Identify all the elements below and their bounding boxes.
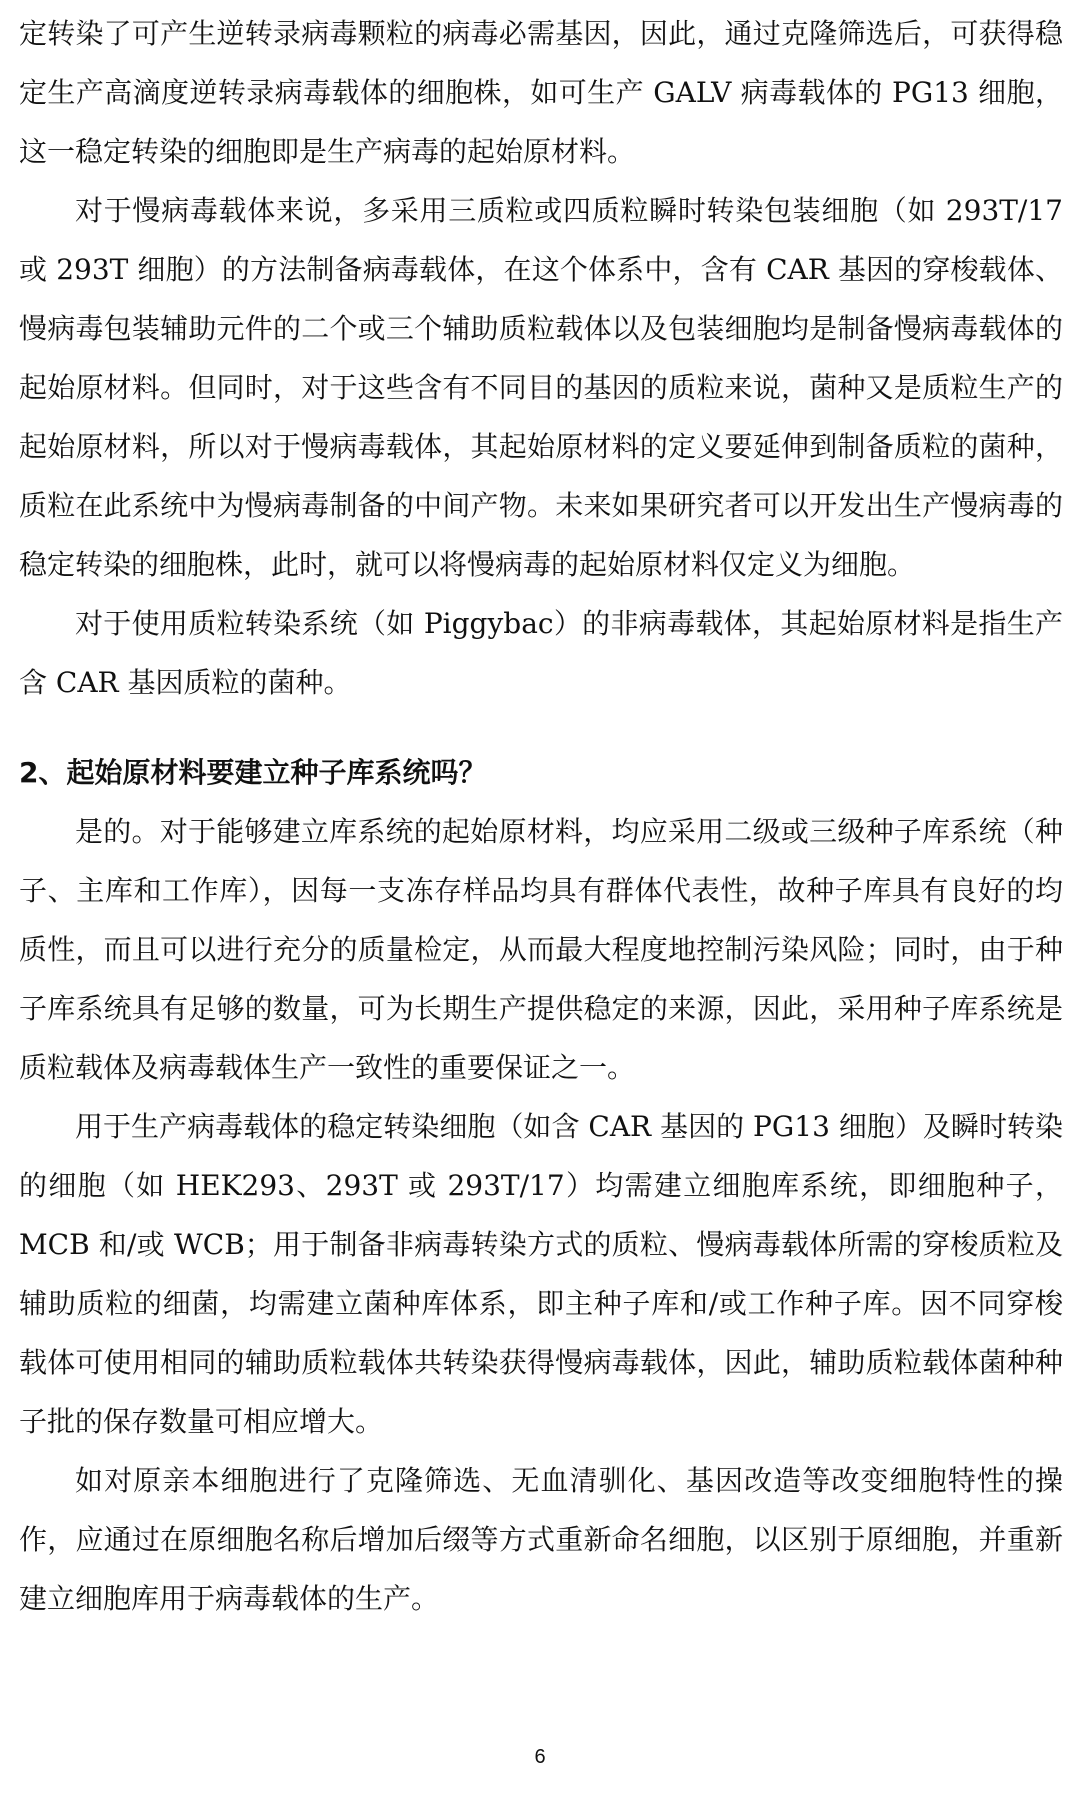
paragraph-cell-bank-system: 用于生产病毒载体的稳定转染细胞（如含 CAR 基因的 PG13 细胞）及瞬时转染的细胞（如 HEK293、293T 或 293T/17）均需建立细胞库系统，即细胞种子，MCB 和/或 WCB；用于制备非病毒转染方式的质粒、慢病毒载体所需的穿梭质粒及辅助质粒的细菌，均需建立菌种库体系，即主种子库和/或工作种子库。因不同穿梭载体可使用相同的辅助质粒载体共转染获得慢病毒载体，因此，辅助质粒载体菌种种子批的保存数量可相应增大。 [19, 1110, 1063, 1438]
paragraph-cell-renaming: 如对原亲本细胞进行了克隆筛选、无血清驯化、基因改造等改变细胞特性的操作，应通过在原细胞名称后增加后缀等方式重新命名细胞，以区别于原细胞，并重新建立细胞库用于病毒载体的生产。 [19, 1464, 1063, 1615]
document-body [19, 0, 1063, 1628]
paragraph-lentivirus-vectors: 对于慢病毒载体来说，多采用三质粒或四质粒瞬时转染包装细胞（如 293T/17 或 293T 细胞）的方法制备病毒载体，在这个体系中，含有 CAR 基因的穿梭载体、慢病毒包装辅助元件的二个或三个辅助质粒载体以及包装细胞均是制备慢病毒载体的起始原材料。但同时，对于这些含有不同目的基因的质粒来说，菌种又是质粒生产的起始原材料，所以对于慢病毒载体，其起始原材料的定义要延伸到制备质粒的菌种，质粒在此系统中为慢病毒制备的中间产物。未来如果研究者可以开发出生产慢病毒的稳定转染的细胞株，此时，就可以将慢病毒的起始原材料仅定义为细胞。 [19, 194, 1063, 581]
paragraph-continued: 定转染了可产生逆转录病毒颗粒的病毒必需基因，因此，通过克隆筛选后，可获得稳定生产高滴度逆转录病毒载体的细胞株，如可生产 GALV 病毒载体的 PG13 细胞，这一稳定转染的细胞即是生产病毒的起始原材料。 [19, 17, 1063, 168]
paragraph-non-viral-vectors: 对于使用质粒转染系统（如 Piggybac）的非病毒载体，其起始原材料是指生产含 CAR 基因质粒的菌种。 [19, 607, 1063, 699]
page-number: 6 [534, 1746, 546, 1768]
section-heading: 2、起始原材料要建立种子库系统吗？ [19, 756, 487, 789]
paragraph-seed-bank-answer: 是的。对于能够建立库系统的起始原材料，均应采用二级或三级种子库系统（种子、主库和工作库），因每一支冻存样品均具有群体代表性，故种子库具有良好的均质性，而且可以进行充分的质量检定，从而最大程度地控制污染风险；同时，由于种子库系统具有足够的数量，可为长期生产提供稳定的来源，因此，采用种子库系统是质粒载体及病毒载体生产一致性的重要保证之一。 [19, 815, 1063, 1084]
